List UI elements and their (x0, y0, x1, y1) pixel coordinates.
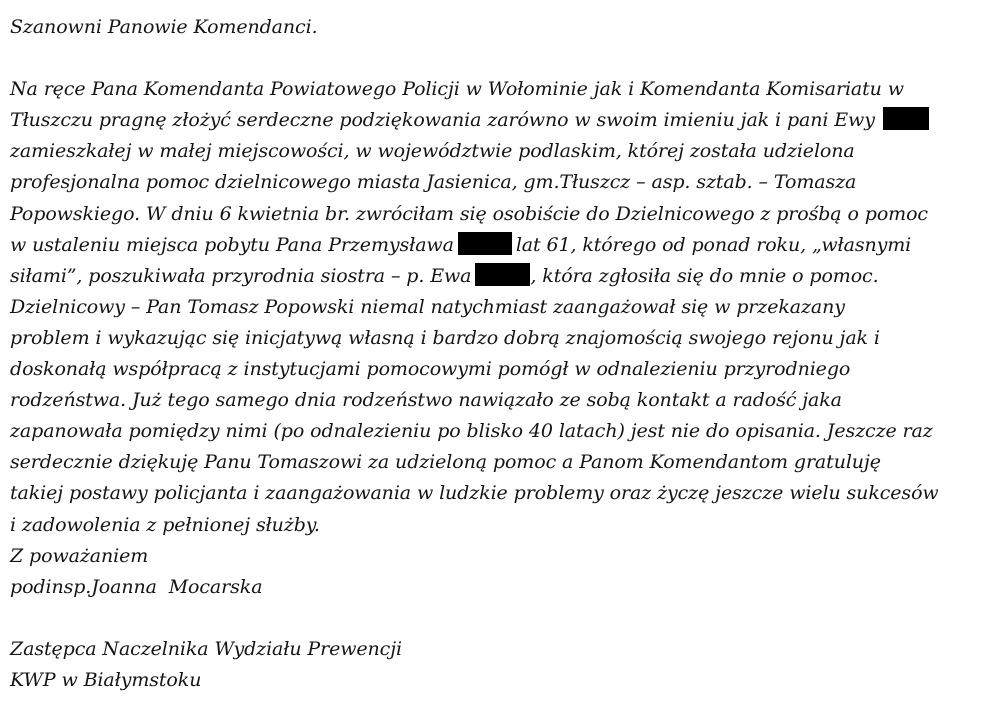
body-line (10, 105, 995, 136)
signer-office: KWP w Białymstoku (10, 668, 202, 691)
body-line: profesjonalna pomoc dzielnicowego miasta Jasienica, gm.Tłuszcz – asp. sztab. – Tomasza (10, 171, 857, 194)
blank-line (10, 43, 995, 74)
blank-line (10, 603, 995, 634)
body-line: doskonałą współpracą z instytucjami pomocowymi pomógł w odnalezieniu przyrodniego (10, 358, 851, 381)
body-line: zapanowała pomiędzy nimi (po odnalezieniu po blisko 40 latach) jest nie do opisania. Jeszcze raz (10, 420, 933, 443)
body-line (10, 261, 995, 292)
body-text: , która zgłosiła się do mnie o pomoc. (530, 264, 879, 287)
body-line: Dzielnicowy – Pan Tomasz Popowski niemal natychmiast zaangażował się w przekazany (10, 295, 845, 318)
body-line: Na ręce Pana Komendanta Powiatowego Policji w Wołominie jak i Komendanta Komisariatu w (10, 78, 904, 101)
redacted-surname-przemyslaw (458, 232, 512, 255)
redacted-surname-ewa-2 (475, 263, 530, 286)
body-line: rodzeństwa. Już tego samego dnia rodzeństwo nawiązało ze sobą kontakt a radość jaka (10, 389, 842, 412)
signer-name: podinsp.Joanna Mocarska (10, 575, 263, 598)
body-text: w ustaleniu miejsca pobytu Pana Przemysława (10, 233, 454, 256)
letter (10, 12, 995, 696)
redacted-surname-ewa-1 (883, 107, 929, 130)
closing: Z poważaniem (10, 544, 149, 567)
body-line: takiej postawy policjanta i zaangażowania w ludzkie problemy oraz życzę jeszcze wielu sukcesów (10, 482, 939, 505)
body-line: problem i wykazując się inicjatywą własną i bardzo dobrą znajomością swojego rejonu jak i (10, 326, 880, 349)
body-line: i zadowolenia z pełnionej służby. (10, 513, 320, 536)
body-line: zamieszkałej w małej miejscowości, w województwie podlaskim, której została udzielona (10, 140, 855, 163)
body-text: Tłuszczu pragnę złożyć serdeczne podziękowania zarówno w swoim imieniu jak i pani Ewy (10, 109, 875, 132)
salutation: Szanowni Panowie Komendanci. (10, 16, 318, 38)
body-text: lat 61, którego od ponad roku, „własnymi (515, 233, 912, 256)
signer-position: Zastępca Naczelnika Wydziału Prewencji (10, 637, 402, 660)
body-text: siłami”, poszukiwała przyrodnia siostra – p. Ewa (10, 264, 472, 287)
body-line: serdecznie dziękuję Panu Tomaszowi za udzieloną pomoc a Panom Komendantom gratuluję (10, 451, 881, 474)
body-line: Popowskiego. W dniu 6 kwietnia br. zwróciłam się osobiście do Dzielnicowego z prośbą o pomoc (10, 202, 928, 225)
body-line (10, 230, 995, 261)
